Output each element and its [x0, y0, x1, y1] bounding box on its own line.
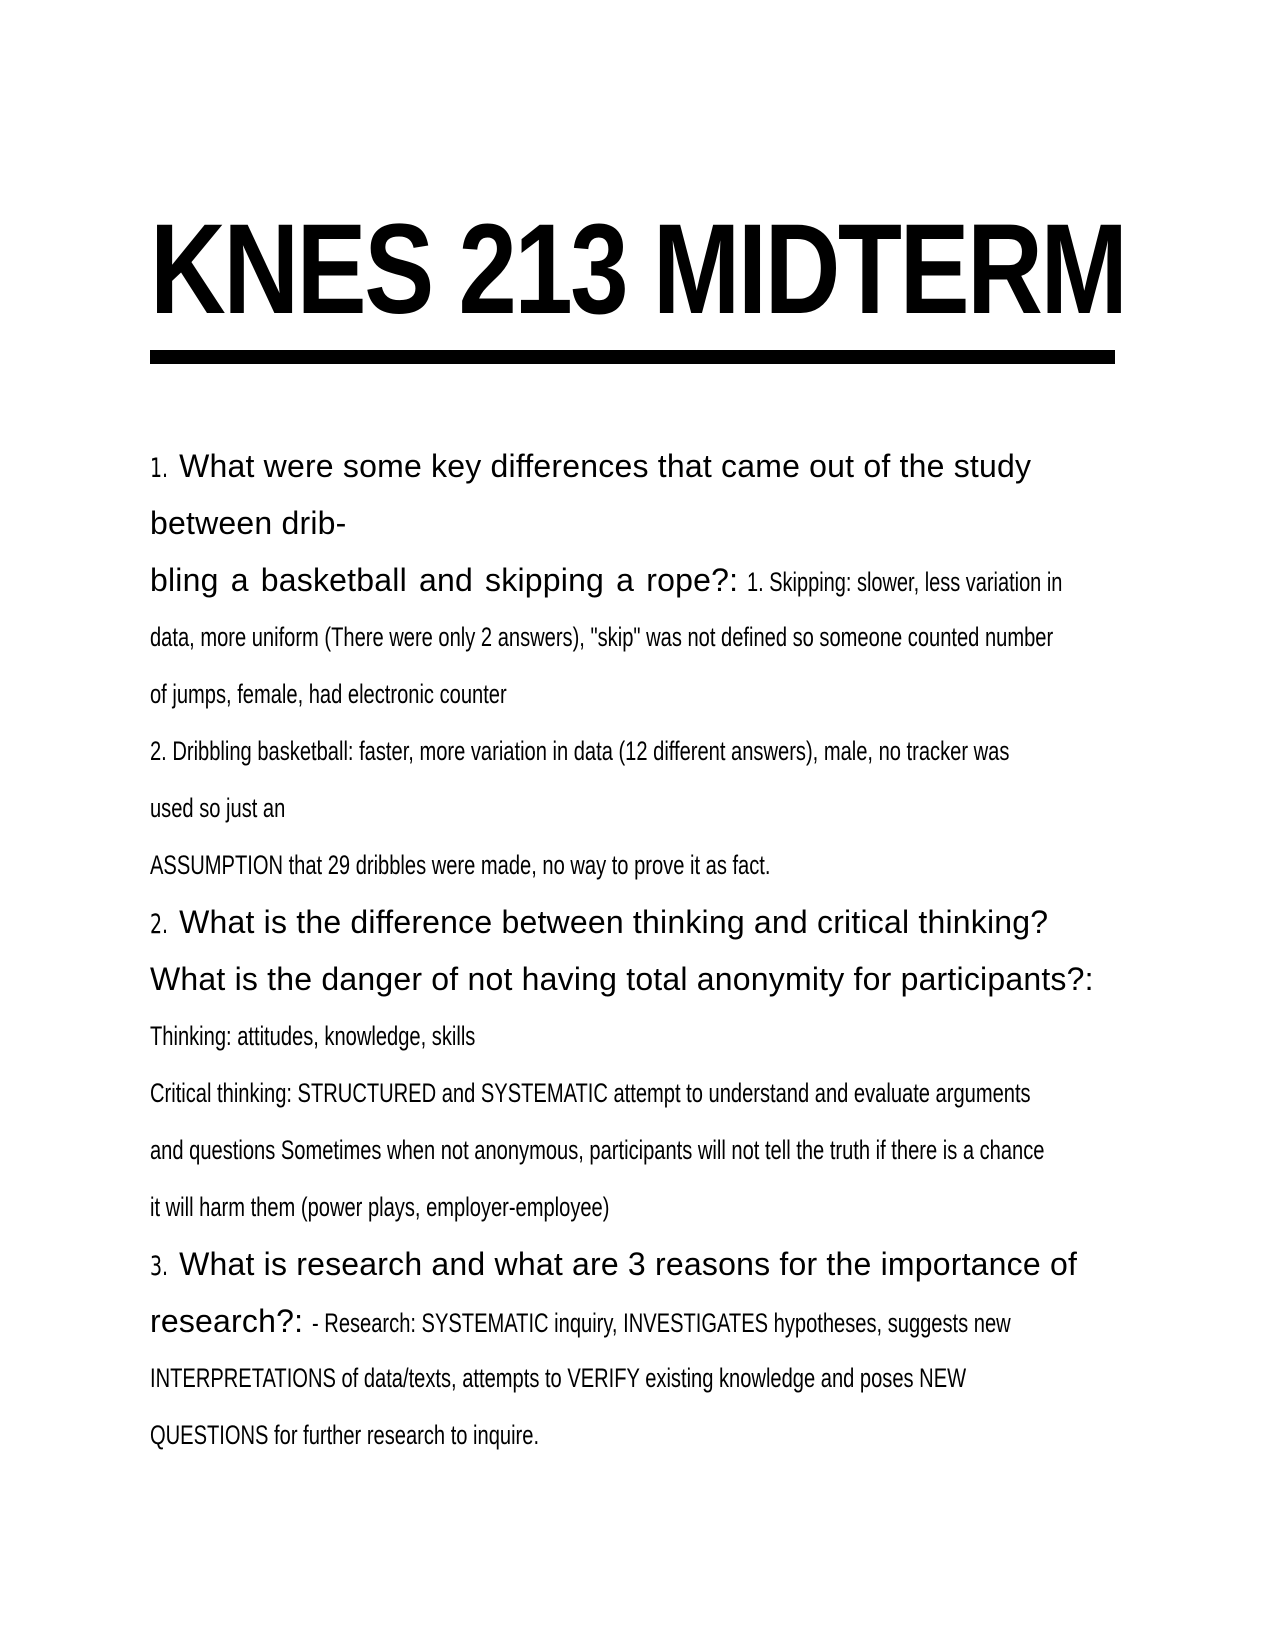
page-title: KNES 213 MIDTERM: [150, 198, 1126, 341]
question-2-line-2: [150, 951, 1130, 1008]
question-list: [150, 438, 1130, 1464]
answer-2-line-4: it will harm them (power plays, employer-employee): [150, 1192, 610, 1222]
answer-1-line-4: used so just an: [150, 793, 286, 823]
question-3-line-2: [150, 1293, 1130, 1350]
answer-3-inline: - Research: SYSTEMATIC inquiry, INVESTIGATES hypotheses, suggests new: [312, 1308, 1011, 1338]
question-1-line-1: [150, 438, 1130, 495]
question-2-number: 2.: [150, 909, 169, 940]
title-block: [150, 195, 1126, 365]
answer-1-line-3: 2. Dribbling basketball: faster, more variation in data (12 different answers), male, no tracker was: [150, 736, 1010, 766]
answer-2-line-2: Critical thinking: STRUCTURED and SYSTEMATIC attempt to understand and evaluate arguments: [150, 1078, 1031, 1108]
question-1-line-3: [150, 552, 1130, 609]
question-3-line-1: [150, 1236, 1130, 1293]
answer-1-inline: 1. Skipping: slower, less variation in: [747, 567, 1063, 597]
answer-3-line-1: INTERPRETATIONS of data/texts, attempts to VERIFY existing knowledge and poses NEW: [150, 1363, 967, 1393]
question-1-text-line-1: What were some key differences that came out of the study: [179, 448, 1032, 484]
question-3-text-line-1: What is research and what are 3 reasons for the importance of: [179, 1246, 1078, 1282]
question-2-text-line-1: What is the difference between thinking and critical thinking?: [179, 904, 1049, 940]
question-1-text-line-2: between drib-: [150, 505, 347, 541]
answer-1-line-2: of jumps, female, had electronic counter: [150, 679, 507, 709]
answer-1-line-5: ASSUMPTION that 29 dribbles were made, no way to prove it as fact.: [150, 850, 771, 880]
question-2-line-1: [150, 894, 1130, 951]
answer-2-line-3: and questions Sometimes when not anonymous, participants will not tell the truth if there is a chance: [150, 1135, 1045, 1165]
answer-3-line-2: QUESTIONS for further research to inquire.: [150, 1420, 540, 1450]
answer-1-line-1: data, more uniform (There were only 2 answers), "skip" was not defined so someone counted number: [150, 622, 1054, 652]
question-2-text-line-2: What is the danger of not having total anonymity for participants?:: [150, 961, 1094, 997]
question-1-number: 1.: [150, 453, 169, 484]
question-3-text-line-2: research?:: [150, 1303, 304, 1339]
question-1-text-line-3: bling a basketball and skipping a rope?:: [150, 562, 739, 598]
question-3-number: 3.: [150, 1251, 169, 1282]
title-underline: [150, 350, 1115, 364]
question-1-line-2: [150, 495, 1130, 552]
answer-2-line-1: Thinking: attitudes, knowledge, skills: [150, 1021, 476, 1051]
